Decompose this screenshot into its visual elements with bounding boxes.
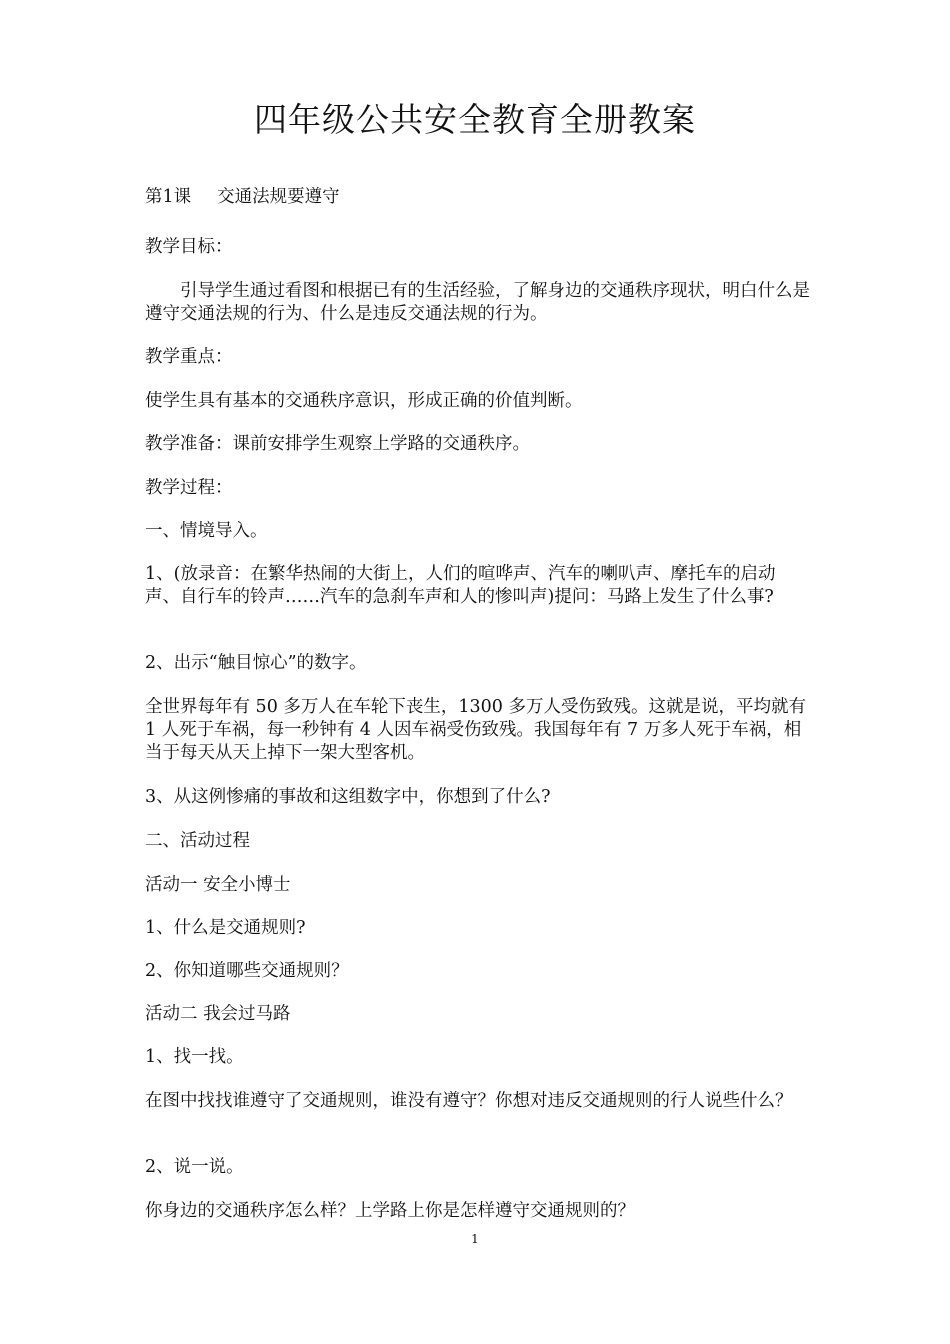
page-number: 1 bbox=[471, 1232, 479, 1246]
activity-2-heading: 活动二 我会过马路 bbox=[145, 1004, 291, 1024]
section-heading-objectives: 教学目标： bbox=[145, 237, 233, 257]
activity-2-item-1: 1、找一找。 bbox=[145, 1047, 244, 1067]
section-heading-process: 教学过程： bbox=[145, 478, 233, 498]
preparation-text: 教学准备：课前安排学生观察上学路的交通秩序。 bbox=[145, 434, 530, 454]
activity-2-item-2-text: 你身边的交通秩序怎么样？上学路上你是怎样遵守交通规则的？ bbox=[145, 1201, 635, 1221]
activity-1-item-2: 2、你知道哪些交通规则？ bbox=[145, 961, 349, 981]
activity-2-item-2: 2、说一说。 bbox=[145, 1157, 244, 1177]
activity-2-item-1-text: 在图中找找谁遵守了交通规则，谁没有遵守？你想对违反交通规则的行人说些什么？ bbox=[145, 1091, 793, 1111]
step-heading-intro: 一、情境导入。 bbox=[145, 521, 268, 541]
key-points-text: 使学生具有基本的交通秩序意识，形成正确的价值判断。 bbox=[145, 391, 583, 411]
intro-item-2: 2、出示“触目惊心”的数字。 bbox=[145, 653, 367, 673]
intro-item-1: 1、(放录音：在繁华热闹的大街上，人们的喧哗声、汽车的喇叭声、摩托车的启动声、自行车的铃声……汽车的急刹车声和人的惨叫声)提问：马路上发生了什么事? bbox=[145, 564, 776, 607]
activity-1-heading: 活动一 安全小博士 bbox=[145, 875, 291, 895]
statistics-text: 全世界每年有 50 多万人在车轮下丧生，1300 多万人受伤致残。这就是说，平均就有 1 人死于车祸，每一秒钟有 4 人因车祸受伤致残。我国每年有 7 万多人死于车祸，相当于每天从天上掉下一架大型客机。 bbox=[145, 697, 806, 763]
objectives-text: 引导学生通过看图和根据已有的生活经验，了解身边的交通秩序现状，明白什么是遵守交通法规的行为、什么是违反交通法规的行为。 bbox=[145, 281, 810, 324]
lesson-heading bbox=[145, 186, 810, 209]
document-title: 四年级公共安全教育全册教案 bbox=[254, 100, 696, 139]
step-heading-activities: 二、活动过程 bbox=[145, 831, 250, 851]
section-heading-key-points: 教学重点： bbox=[145, 347, 233, 367]
intro-item-3: 3、从这例惨痛的事故和这组数字中，你想到了什么? bbox=[145, 787, 551, 807]
lesson-number: 第1课 bbox=[145, 187, 192, 207]
activity-1-item-1: 1、什么是交通规则? bbox=[145, 918, 306, 938]
lesson-title: 交通法规要遵守 bbox=[217, 187, 340, 207]
